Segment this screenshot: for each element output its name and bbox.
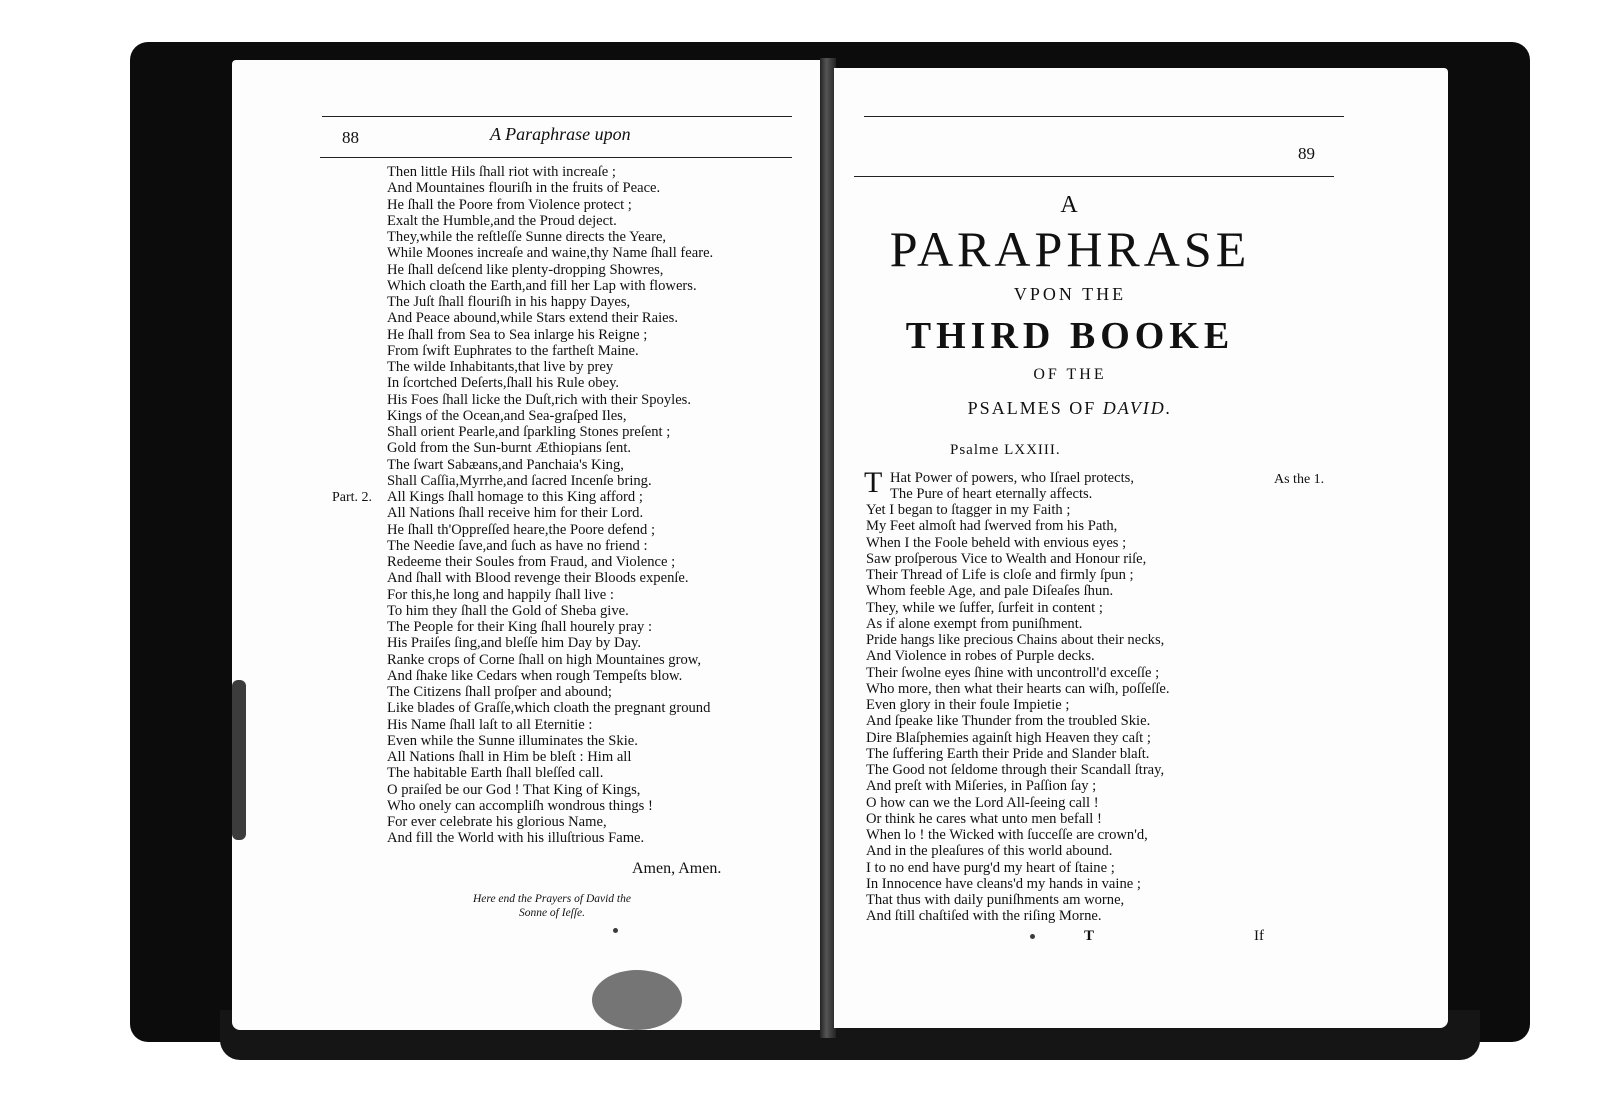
verse-line: To him they ſhall the Gold of Sheba give.	[387, 602, 629, 619]
drop-cap: T	[864, 466, 883, 499]
title-psalmes	[834, 398, 1306, 419]
verse-line: And ſtill chaſtiſed with the riſing Morne.	[866, 908, 1102, 925]
scan-dot	[1030, 934, 1035, 939]
verse-line: My Feet almoſt had ſwerved from his Path,	[866, 518, 1118, 535]
colophon-line-1: Here end the Prayers of David the	[473, 893, 631, 905]
title-vpon: VPON THE	[1013, 284, 1127, 304]
verse-line: The Good not ſeldome through their Scandall ſtray,	[866, 762, 1165, 778]
verse-line: For ever celebrate his glorious Name,	[387, 814, 607, 830]
verse-line: He ſhall th'Oppreſſed heare,the Poore defend ;	[387, 521, 656, 538]
title-paraphrase: PARAPHRASE	[889, 221, 1251, 277]
header-rule-top	[322, 116, 792, 117]
verse-line: That thus with daily puniſhments am worne,	[866, 892, 1125, 908]
verse-line: He ſhall the Poore from Violence protect ;	[387, 196, 632, 213]
verse-line: Like blades of Graſſe,which cloath the pregnant ground	[387, 700, 711, 717]
colophon	[462, 892, 642, 920]
verse-line: The Needie ſave,and ſuch as have no friend :	[387, 537, 648, 554]
verse-line: And ſpeake like Thunder from the troubled Skie.	[866, 713, 1151, 730]
verse-line: Even glory in their foule Impietie ;	[866, 697, 1070, 713]
verse-line: Shall Caſſia,Myrrhe,and ſacred Incenſe bring.	[387, 472, 652, 489]
verse-line: And Mountaines flouriſh in the fruits of Peace.	[387, 180, 661, 197]
verse-line: Even while the Sunne illuminates the Skie.	[387, 732, 638, 749]
verse-line: When lo ! the Wicked with ſucceſſe are crown'd,	[866, 827, 1148, 843]
verse-line: In Innocence have cleans'd my hands in vaine ;	[866, 875, 1141, 892]
verse-line: Ranke crops of Corne ſhall on high Mountaines grow,	[387, 651, 701, 668]
verse-line: Saw proſperous Vice to Wealth and Honour riſe,	[866, 550, 1147, 567]
verse-line: They, while we ſuffer, ſurfeit in content ;	[866, 599, 1103, 616]
verse-line: His Praiſes ſing,and bleſſe him Day by Day.	[387, 635, 641, 652]
amen-line: Amen, Amen.	[632, 860, 722, 877]
signature-mark: T	[1084, 928, 1095, 944]
verse-line: I to no end have purg'd my heart of ſtaine ;	[866, 859, 1115, 876]
left-verse-block	[387, 164, 713, 847]
verse-line: And in the pleaſures of this world abound.	[866, 843, 1113, 860]
verse-line: The Citizens ſhall proſper and abound;	[387, 684, 612, 700]
verse-line: All Nations ſhall receive him for their Lord.	[387, 505, 644, 522]
verse-line: All Nations ſhall in Him be bleſt : Him all	[387, 749, 632, 765]
scan-blot	[592, 970, 682, 1030]
verse-line: In ſcortched Deſerts,ſhall his Rule obey.	[387, 375, 620, 392]
verse-line: For this,he long and happily ſhall live :	[387, 586, 614, 603]
left-page-number: 88	[342, 128, 359, 147]
right-page-number: 89	[1298, 144, 1315, 163]
verse-line: Redeeme their Soules from Fraud, and Violence ;	[387, 554, 676, 570]
psalm-second-line: The Pure of heart eternally affects.	[890, 486, 1093, 502]
verse-line: Who more, then what their hearts can wiſh, poſſeſſe.	[866, 680, 1170, 697]
verse-line: The Juſt ſhall flouriſh in his happy Dayes,	[387, 294, 631, 310]
verse-line: Their Thread of Life is cloſe and firmly ſpun ;	[866, 567, 1134, 583]
verse-line: Or think he cares what unto men befall !	[866, 810, 1102, 827]
verse-line: Then little Hils ſhall riot with increaſe ;	[387, 164, 616, 180]
verse-line: O how can we the Lord All-ſeeing call !	[866, 794, 1099, 811]
header-rule-bottom	[320, 157, 792, 158]
verse-line: And Peace abound,while Stars extend their Raies.	[387, 310, 678, 327]
margin-note-part: Part. 2.	[332, 490, 373, 505]
verse-line: Their ſwolne eyes ſhine with uncontroll'd exceſſe ;	[866, 664, 1160, 681]
verse-line: He ſhall from Sea to Sea inlarge his Reigne ;	[387, 326, 648, 343]
verse-line: As if alone exempt from puniſhment.	[866, 615, 1083, 632]
verse-line: The habitable Earth ſhall bleſſed call.	[387, 765, 604, 782]
verse-line: Shall orient Pearle,and ſparkling Stones preſent ;	[387, 424, 671, 440]
verse-line: Which cloath the Earth,and fill her Lap with flowers.	[387, 277, 697, 294]
right-verse-block	[866, 502, 1170, 925]
title-of-the: OF THE	[1033, 366, 1107, 383]
verse-line: Exalt the Humble,and the Proud deject.	[387, 212, 617, 229]
verse-line: Yet I began to ſtagger in my Faith ;	[866, 502, 1071, 518]
verse-line: The ſwart Sabæans,and Panchaia's King,	[387, 456, 624, 473]
right-header-rule-bottom	[854, 176, 1334, 177]
verse-line: And fill the World with his illuſtrious Fame.	[387, 830, 645, 847]
title-third-booke: THIRD BOOKE	[905, 315, 1235, 357]
verse-line: All Kings ſhall homage to this King afford ;	[387, 489, 643, 505]
verse-line: Who onely can accompliſh wondrous things !	[387, 797, 653, 814]
verse-line: O praiſed be our God ! That King of Kings,	[387, 781, 641, 798]
verse-line: They,while the reſtleſſe Sunne directs the Yeare,	[387, 229, 667, 245]
verse-line: The ſuffering Earth their Pride and Slander blaſt.	[866, 745, 1150, 762]
verse-line: From ſwift Euphrates to the fartheſt Maine.	[387, 342, 639, 359]
verse-line: And preſt with Miſeries, in Paſſion ſay ;	[866, 778, 1097, 795]
verse-line: The wilde Inhabitants,that live by prey	[387, 359, 614, 375]
verse-line: And Violence in robes of Purple decks.	[866, 648, 1095, 665]
title-a: A	[1060, 192, 1080, 218]
verse-line: When I the Foole beheld with envious eyes ;	[866, 534, 1127, 551]
catchword: If	[1254, 928, 1264, 944]
verse-line: Kings of the Ocean,and Sea-graſped Iles,	[387, 407, 627, 424]
verse-line: He ſhall deſcend like plenty-dropping Showres,	[387, 261, 664, 278]
verse-line: And ſhall with Blood revenge their Bloods expenſe.	[387, 570, 689, 587]
colophon-line-2: Sonne of Ieſſe.	[518, 907, 586, 919]
verse-line: Pride hangs like precious Chains about their necks,	[866, 632, 1165, 648]
verse-line: His Name ſhall laſt to all Eternitie :	[387, 716, 593, 733]
left-page	[232, 60, 822, 1030]
verse-line: Whom feeble Age, and pale Diſeaſes ſhun.	[866, 583, 1114, 600]
title-david: DAVID.	[1102, 398, 1173, 418]
verse-line: Dire Blaſphemies againſt high Heaven they caſt ;	[866, 729, 1151, 746]
title-psalmes-text: PSALMES OF	[967, 398, 1097, 418]
scan-blot	[232, 680, 246, 840]
scan-dot	[613, 928, 618, 933]
right-page	[834, 68, 1448, 1028]
verse-line: The People for their King ſhall hourely pray :	[387, 619, 653, 635]
verse-line: Gold from the Sun-burnt Æthiopians ſent.	[387, 440, 632, 457]
right-header-rule-top	[864, 116, 1344, 117]
psalm-heading: Psalme LXXIII.	[950, 442, 1061, 458]
verse-line: While Moones increaſe and waine,thy Name ſhall feare.	[387, 245, 714, 262]
psalm-first-line: Hat Power of powers, who Iſrael protects,	[890, 470, 1134, 486]
left-running-title: A Paraphrase upon	[490, 124, 631, 144]
verse-line: His Foes ſhall licke the Duſt,rich with their Spoyles.	[387, 391, 691, 408]
tune-note: As the 1.	[1274, 472, 1325, 487]
verse-line: And ſhake like Cedars when rough Tempeſts blow.	[387, 667, 683, 684]
